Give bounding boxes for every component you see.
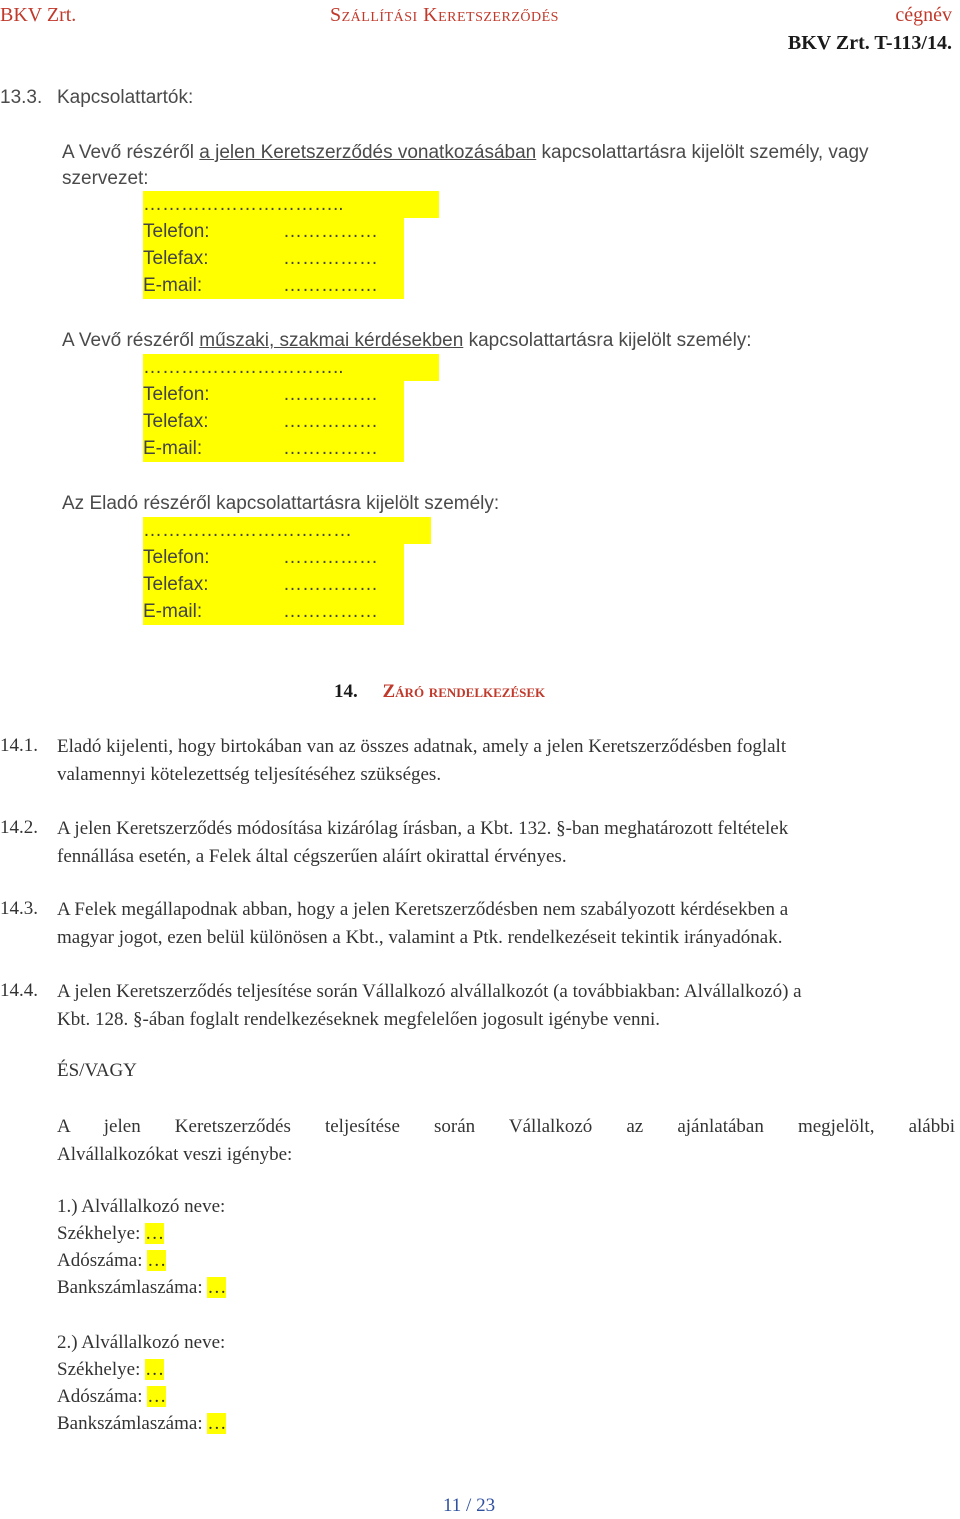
vevo-technical-contact-paragraph [62,330,752,352]
phone-label: Telefon: [143,221,210,242]
header-company: BKV Zrt. [0,4,77,26]
bank-value: … [207,1277,227,1298]
fax-label: Telefax: [143,411,209,432]
email-value: …………… [283,601,378,622]
tax-value: … [147,1250,167,1271]
p14-3-line1: A Felek megállapodnak abban, hogy a jelen Keretszerződésben nem szabályozott kérdésekben a [57,899,789,920]
p14-1-number: 14.1. [0,735,38,756]
vevo-contact-paragraph [62,142,869,164]
header-company-placeholder: cégnév [895,4,952,26]
subcontractor-intro-line2: Alvállalkozókat veszi igénybe: [57,1144,293,1165]
section-14-title: Záró rendelkezések [382,681,546,702]
email-value: …………… [283,438,378,459]
p14-2 [57,815,955,871]
fax-value: …………… [283,574,378,595]
contact2-email [143,435,404,462]
phone-value: …………… [283,384,378,405]
phone-value: …………… [283,547,378,568]
fax-label: Telefax: [143,574,209,595]
fax-value: …………… [283,248,378,269]
email-label: E-mail: [143,275,203,296]
email-label: E-mail: [143,601,203,622]
phone-label: Telefon: [143,547,210,568]
header-doc-title: Szállítási Keretszerződés [330,4,559,26]
sub1-seat [57,1223,164,1245]
p1-underlined: a jelen Keretszerződés vonatkozásában [199,142,537,163]
contact1-phone [143,218,404,245]
elado-contact-paragraph: Az Eladó részéről kapcsolattartásra kijelölt személy: [62,493,500,514]
tax-value: … [147,1386,167,1407]
p1-text-a: A Vevő részéről [62,142,200,163]
contact3-name: …………………………… [143,517,431,544]
bank-value: … [207,1413,227,1434]
p2-text-a: A Vevő részéről [62,330,200,351]
fax-label: Telefax: [143,248,209,269]
section-14-number: 14. [334,681,358,702]
p14-2-line1: A jelen Keretszerződés módosítása kizárólag írásban, a Kbt. 132. §-ban meghatározott feltételek [57,818,789,839]
bank-label: Bankszámlaszáma: [57,1277,203,1298]
and-or-label: ÉS/VAGY [57,1060,137,1081]
contact2-name: ………………………….. [143,354,439,381]
sub1-bank [57,1277,226,1299]
p1-text-b: kapcsolattartásra kijelölt személy, vagy [536,142,869,163]
p14-1-line1: Eladó kijelenti, hogy birtokában van az összes adatnak, amely a jelen Keretszerződésben foglalt [57,736,787,757]
subcontractor-intro [57,1113,955,1169]
sub1-name: 1.) Alvállalkozó neve: [57,1196,226,1217]
fax-value: …………… [283,411,378,432]
email-value: …………… [283,275,378,296]
contact2-fax [143,408,404,435]
contact1-name: ………………………….. [143,191,439,218]
tax-label: Adószáma: [57,1386,143,1407]
section-13-3-title: Kapcsolattartók: [57,87,194,108]
contact2-phone [143,381,404,408]
tax-label: Adószáma: [57,1250,143,1271]
phone-value: …………… [283,221,378,242]
sub2-tax [57,1386,166,1408]
contact1-fax [143,245,404,272]
p14-3-number: 14.3. [0,898,38,919]
contact3-email [143,598,404,625]
seat-value: … [145,1359,165,1380]
p14-1 [57,733,955,789]
p14-4 [57,978,955,1034]
seat-value: … [145,1223,165,1244]
subcontractor-intro-line1: A jelen Keretszerződés teljesítése során Vállalkozó az ajánlatában megjelölt, alábbi [57,1116,955,1137]
section-13-3-number: 13.3. [0,87,43,108]
header-doc-code: BKV Zrt. T-113/14. [787,32,952,54]
seat-label: Székhelye: [57,1223,141,1244]
p2-underlined: műszaki, szakmai kérdésekben [199,330,464,351]
section-14-heading [334,681,545,703]
p14-3-line2: magyar jogot, ezen belül különösen a Kbt., valamint a Ptk. rendelkezéseit tekintik irányadónak. [57,927,783,948]
bank-label: Bankszámlaszáma: [57,1413,203,1434]
sub2-bank [57,1413,226,1435]
seat-label: Székhelye: [57,1359,141,1380]
contact3-phone [143,544,404,571]
sub2-seat [57,1359,164,1381]
p14-4-number: 14.4. [0,980,38,1001]
p14-3 [57,896,955,952]
p14-4-line1: A jelen Keretszerződés teljesítése során Vállalkozó alvállalkozót (a továbbiakban: Alvállalkozó) a [57,981,802,1002]
sub2-name: 2.) Alvállalkozó neve: [57,1332,226,1353]
p2-text-b: kapcsolattartásra kijelölt személy: [463,330,752,351]
p14-4-line2: Kbt. 128. §-ában foglalt rendelkezéseknek megfelelően jogosult igénybe venni. [57,1009,661,1030]
contact1-email [143,272,404,299]
contact3-fax [143,571,404,598]
p14-2-number: 14.2. [0,817,38,838]
page-number: 11 / 23 [443,1495,496,1516]
phone-label: Telefon: [143,384,210,405]
p14-1-line2: valamennyi kötelezettség teljesítéséhez szükséges. [57,764,442,785]
sub1-tax [57,1250,166,1272]
email-label: E-mail: [143,438,203,459]
p1-continuation: szervezet: [62,168,149,189]
p14-2-line2: fennállása esetén, a Felek által cégszerűen aláírt okirattal érvényes. [57,846,567,867]
